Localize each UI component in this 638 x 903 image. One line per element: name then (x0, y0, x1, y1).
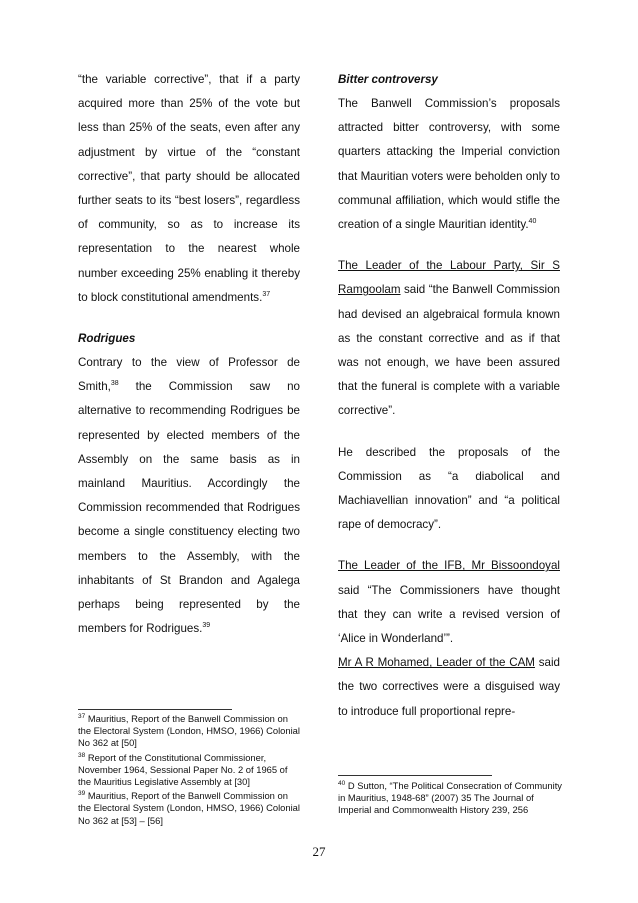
cam-leader: Mr A R Mohamed, Leader of the CAM (338, 656, 535, 670)
right-column (338, 68, 560, 741)
footnotes-right (338, 780, 563, 819)
footnotes-left (78, 713, 303, 829)
ifb-leader: The Leader of the IFB, Mr Bissoondoyal (338, 559, 560, 573)
right-paragraph-mohamed: Mr A R Mohamed, Leader of the CAM said the two correctives were a disguised way to introduce full proportional repre- (338, 656, 560, 718)
footnote-separator-right (338, 775, 492, 776)
page-number: 27 (312, 844, 326, 859)
right-paragraph-diabolical: He described the proposals of the Commission as “a diabolical and Machiavellian innovation” and “a political rape of democracy”. (338, 445, 560, 532)
right-paragraph-ramgoolam: The Leader of the Labour Party, Sir S Ramgoolam said “the Banwell Commission had devised an algebraical formula known as the constant corrective and as if that was not enough, we have been assured that the funeral is complete with a variable corrective”. (338, 259, 560, 418)
section-heading-bitter-controversy: Bitter controversy (338, 73, 438, 86)
section-heading-rodrigues: Rodrigues (78, 332, 136, 346)
footnote-ref-40[interactable]: 40 (528, 218, 537, 226)
footnote-40: $^{40}$ D Sutton, “The Political Consecration of Community in Mauritius, 1948-68” (2007) 35 The Journal of Imperial and Commonwealth History 239, 256 (338, 780, 562, 816)
labour-party-leader: The Leader of the Labour Party, Sir S Ramgoolam (338, 259, 560, 297)
right-paragraph-proposals: The Banwell Commission’s proposals attracted bitter controversy, with some quarters attacking the Imperial conviction that Mauritian voters were beholden only to communal affiliation, which would stifle the creation of a single Mauritian identity.$^{40}$ (338, 97, 560, 232)
footnote-separator-left (78, 709, 232, 710)
footnote-ref-38[interactable]: 38 (110, 380, 119, 388)
footnote-37: $^{37}$ Mauritius, Report of the Banwell Commission on the Electoral System (London, HMSO, 1966) Colonial No 362 at [50] (78, 713, 300, 749)
footnote-38: $^{38}$ Report of the Constitutional Commissioner, November 1964, Sessional Paper No. 2 of 1965 of the Mauritius Legislative Assembly at [30] (78, 751, 288, 788)
footnote-39: $^{39}$ Mauritius, Report of the Banwell Commission on the Electoral System (London, HMSO, 1966) Colonial No 362 at [53] – [56] (78, 790, 300, 826)
left-paragraph-variable-corrective: “the variable corrective”, that if a party acquired more than 25% of the vote but less than 25% of the seats, even after any adjustment by virtue of the “constant corrective”, that party should be allocated further seats to its “best losers”, regardless of community, so as to increase its representation to the nearest whole number exceeding 25% enabling it thereby to block constitutional amendments.$^{37}$ (78, 73, 300, 304)
left-column (78, 68, 300, 658)
left-paragraph-rodrigues: Contrary to the view of Professor de Smith,$^{38}$ the Commission saw no alternative to recommending Rodrigues be represented by elected members of the Assembly on the same basis as in mainland Mauritius. Accordingly the Commission recommended that Rodrigues become a single constituency electing two members to the Assembly, with the inhabitants of St Brandon and Agalega perhaps being represented by the members for Rodrigues.$^{39}$ (78, 356, 300, 636)
footnote-ref-37[interactable]: 37 (262, 290, 271, 298)
footnote-ref-39[interactable]: 39 (202, 622, 211, 630)
right-paragraph-bissoondoyal: The Leader of the IFB, Mr Bissoondoyal said “The Commissioners have thought that they can write a revised version of ‘Alice in Wonderland’”. (338, 559, 560, 646)
